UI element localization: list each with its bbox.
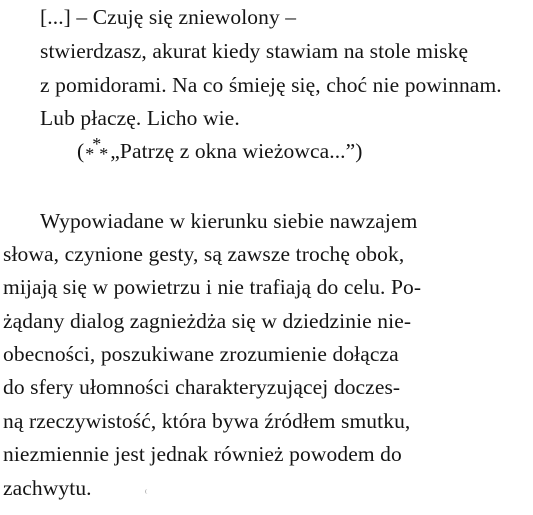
- asterism-mark: * * *: [85, 134, 109, 164]
- paragraph-line: do sfery ułomności charakteryzującej doczes-: [3, 375, 401, 399]
- paragraph-line: obecności, poszukiwane zrozumienie dołącza: [3, 342, 399, 366]
- paragraph-line: niezmiennie jest jednak również powodem do: [3, 442, 402, 466]
- paragraph-line: zachwytu.: [3, 476, 92, 500]
- quote-line: Lub płaczę. Licho wie.: [40, 106, 240, 130]
- paragraph-line: ną rzeczywistość, która bywa źródłem smutku,: [3, 409, 411, 433]
- paragraph-line: mijają się w powietrzu i nie trafiają do celu. Po-: [3, 275, 422, 299]
- quote-line: [...] – Czuję się zniewolony –: [40, 5, 297, 29]
- paragraph-line: Wypowiadane w kierunku siebie nawzajem: [40, 209, 418, 233]
- quote-line: z pomidorami. Na co śmieję się, choć nie powinnam.: [40, 73, 502, 97]
- source-open-paren: (: [77, 139, 85, 163]
- paragraph-line: słowa, czynione gesty, są zawsze trochę obok,: [3, 242, 405, 266]
- quote-source: [77, 134, 363, 165]
- scan-speck: [145, 489, 149, 494]
- source-title: „Patrzę z okna wieżowca...”): [110, 139, 363, 163]
- paragraph-line: żądany dialog zagnieżdża się w dziedzinie nie-: [3, 309, 412, 333]
- quote-line: stwierdzasz, akurat kiedy stawiam na stole miskę: [40, 39, 469, 63]
